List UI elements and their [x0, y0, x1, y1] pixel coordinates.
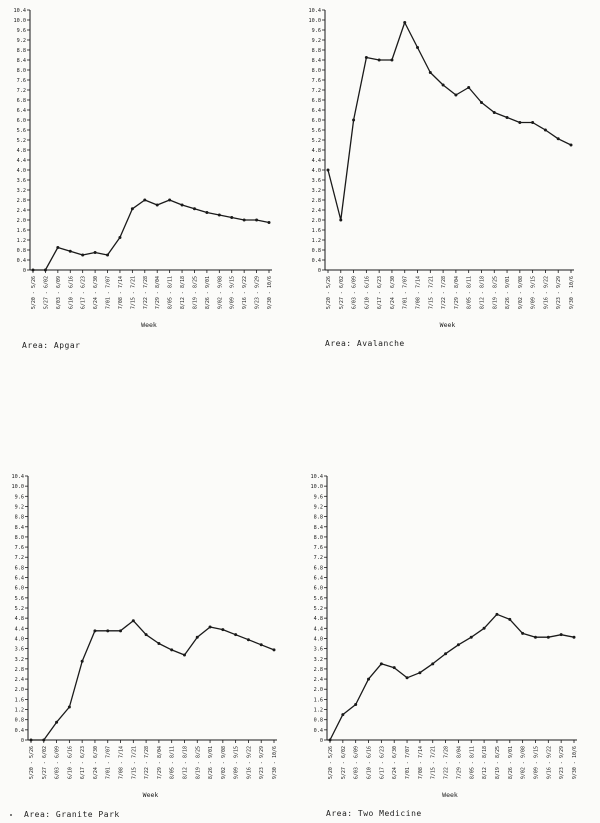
data-point: [341, 713, 344, 716]
x-tick-label: 6/17 - 6/23: [80, 276, 87, 310]
data-point: [106, 254, 109, 257]
x-tick-label: 7/22 - 7/28: [144, 746, 151, 780]
data-point: [230, 216, 233, 219]
y-tick-label: 5.6: [313, 595, 323, 602]
x-tick-label: 8/26 - 9/01: [208, 746, 215, 780]
y-tick-label: 8.0: [311, 68, 321, 74]
y-tick-label: 6.4: [311, 108, 321, 114]
x-tick-label: 5/27 - 6/02: [43, 276, 50, 310]
y-tick-label: 5.6: [311, 128, 321, 134]
y-tick-label: 5.2: [313, 606, 323, 612]
y-tick-label: 4.0: [313, 636, 323, 643]
data-point: [118, 236, 121, 239]
y-tick-label: 3.2: [313, 656, 323, 663]
y-tick-label: 4.8: [313, 616, 323, 623]
data-point: [403, 21, 406, 24]
y-tick-label: 9.6: [311, 28, 321, 34]
y-tick-label: 5.6: [14, 595, 24, 602]
x-tick-label: 8/05 - 8/11: [466, 276, 473, 310]
data-point: [406, 676, 409, 679]
y-tick-label: 2.4: [16, 208, 26, 214]
y-tick-label: 3.2: [16, 188, 26, 194]
data-point: [255, 219, 258, 222]
x-tick-label: 9/09 - 9/15: [229, 276, 236, 310]
data-point: [480, 101, 483, 104]
data-point: [168, 199, 171, 202]
data-point: [457, 643, 460, 646]
data-point: [234, 633, 237, 636]
x-tick-label: 9/16 - 9/22: [246, 746, 253, 780]
y-tick-label: 0: [20, 738, 24, 744]
y-tick-label: 2.8: [311, 198, 321, 204]
y-tick-label: 10.0: [308, 18, 321, 24]
y-tick-label: 8.0: [313, 534, 323, 541]
x-axis-title: Week: [439, 321, 456, 329]
data-point: [429, 71, 432, 74]
y-tick-label: 2.8: [16, 198, 26, 204]
data-point: [534, 636, 537, 639]
x-tick-label: 6/17 - 6/23: [80, 746, 87, 780]
data-point: [44, 269, 47, 272]
y-tick-label: 7.2: [311, 88, 321, 94]
y-tick-label: 8.4: [313, 524, 323, 531]
data-point: [508, 618, 511, 621]
chart-two-medicine: [300, 460, 600, 800]
y-tick-label: 0: [317, 268, 321, 274]
data-point: [352, 119, 355, 122]
y-tick-label: 2.0: [313, 687, 323, 694]
x-tick-label: 9/23 - 9/29: [259, 746, 266, 780]
data-point: [132, 619, 135, 622]
data-point: [32, 269, 35, 272]
y-tick-label: 6.8: [16, 98, 26, 104]
area-label-apgar: Area: Apgar: [22, 341, 81, 350]
data-point: [181, 204, 184, 207]
y-tick-label: 7.2: [14, 555, 24, 562]
y-tick-label: 6.0: [16, 118, 26, 124]
data-point: [106, 629, 109, 632]
data-point: [143, 199, 146, 202]
y-tick-label: 6.8: [313, 565, 323, 572]
x-tick-label: 8/05 - 8/11: [169, 746, 176, 780]
x-tick-label: 7/01 - 7/07: [402, 276, 409, 310]
data-point: [156, 204, 159, 207]
x-tick-label: 7/29 - 8/04: [453, 276, 460, 310]
x-tick-label: 7/01 - 7/07: [105, 276, 112, 310]
y-tick-label: 9.6: [313, 494, 323, 501]
data-point: [69, 250, 72, 253]
x-tick-label: 7/15 - 7/21: [428, 276, 435, 310]
y-tick-label: 7.6: [14, 545, 24, 552]
data-point: [431, 662, 434, 665]
y-tick-label: 4.8: [16, 148, 26, 154]
y-tick-label: 8.8: [311, 48, 321, 54]
x-tick-label: 7/22 - 7/28: [142, 276, 149, 310]
y-tick-label: 4.8: [311, 148, 321, 154]
y-tick-label: 5.2: [311, 138, 321, 144]
data-point: [131, 207, 134, 210]
data-point: [557, 137, 560, 140]
scan-speck: [10, 814, 12, 816]
data-point: [30, 739, 33, 742]
data-point: [329, 739, 332, 742]
y-tick-label: 4.0: [14, 636, 24, 643]
y-tick-label: 3.6: [313, 646, 323, 653]
y-tick-label: 4.4: [313, 626, 323, 633]
x-tick-label: 5/27 - 6/02: [338, 276, 345, 310]
data-point: [570, 144, 573, 147]
y-tick-label: 5.2: [14, 606, 24, 612]
data-point: [378, 59, 381, 62]
data-point: [354, 703, 357, 706]
y-tick-label: 8.4: [311, 58, 321, 64]
data-point: [157, 642, 160, 645]
y-tick-label: 7.6: [313, 545, 323, 552]
y-tick-label: 0: [22, 268, 26, 274]
x-tick-label: 9/02 - 9/08: [517, 276, 524, 310]
x-tick-label: 8/12 - 8/18: [180, 276, 187, 310]
area-label-avalanche: Area: Avalanche: [325, 339, 405, 348]
data-point: [268, 221, 271, 224]
x-tick-label: 8/26 - 9/01: [507, 746, 514, 780]
y-tick-label: 4.4: [311, 158, 321, 164]
x-tick-label: 7/22 - 7/28: [441, 276, 448, 310]
x-tick-label: 7/01 - 7/07: [405, 746, 412, 780]
x-tick-label: 6/10 - 6/16: [67, 746, 74, 780]
y-tick-label: 0: [319, 738, 323, 744]
y-tick-label: 6.8: [311, 98, 321, 104]
x-tick-label: 8/12 - 8/18: [182, 746, 189, 780]
y-tick-label: 10.4: [310, 474, 323, 480]
x-tick-label: 8/12 - 8/18: [482, 746, 489, 780]
data-point: [273, 648, 276, 651]
y-tick-label: 10.4: [11, 474, 24, 480]
y-tick-label: 10.4: [308, 8, 321, 14]
y-tick-label: 10.0: [310, 484, 323, 491]
data-point: [247, 638, 250, 641]
data-point: [380, 662, 383, 665]
data-point: [416, 46, 419, 49]
y-tick-label: 8.8: [313, 514, 323, 521]
y-tick-label: 8.0: [14, 534, 24, 541]
x-tick-label: 6/03 - 6/09: [55, 276, 62, 310]
x-tick-label: 6/03 - 6/09: [351, 276, 358, 310]
x-tick-label: 5/27 - 6/02: [340, 746, 347, 780]
data-point: [68, 706, 71, 709]
x-tick-label: 9/30 - 10/6: [572, 746, 578, 780]
x-tick-label: 8/26 - 9/01: [204, 276, 211, 310]
y-tick-label: 4.4: [16, 158, 26, 164]
y-tick-label: 10.4: [13, 8, 26, 14]
y-tick-label: 6.0: [311, 118, 321, 124]
data-point: [518, 121, 521, 124]
x-tick-label: 8/12 - 8/18: [479, 276, 486, 310]
data-point: [393, 666, 396, 669]
x-tick-label: 6/10 - 6/16: [364, 276, 371, 310]
chart-avalanche: [300, 0, 600, 340]
x-tick-label: 9/16 - 9/22: [546, 746, 553, 780]
data-point: [467, 86, 470, 89]
y-tick-label: 2.4: [14, 677, 24, 684]
chart-panel-granite-park: [0, 460, 300, 823]
y-tick-label: 3.6: [14, 646, 24, 653]
data-point: [218, 214, 221, 217]
x-tick-label: 9/30 - 10/6: [272, 746, 278, 780]
y-tick-label: 3.6: [16, 178, 26, 184]
y-tick-label: 2.0: [311, 218, 321, 224]
x-tick-label: 8/05 - 8/11: [167, 276, 174, 310]
x-tick-label: 9/09 - 9/15: [533, 746, 540, 780]
x-tick-label: 6/24 - 6/30: [93, 276, 100, 310]
series-line: [330, 614, 574, 740]
y-tick-label: 8.8: [14, 514, 24, 521]
data-point: [390, 59, 393, 62]
series-line: [33, 200, 269, 270]
x-tick-label: 7/08 - 7/14: [415, 276, 422, 310]
x-tick-label: 9/23 - 9/29: [556, 276, 563, 310]
x-tick-label: 7/15 - 7/21: [430, 746, 437, 780]
data-point: [531, 121, 534, 124]
y-tick-label: 6.0: [14, 585, 24, 592]
x-tick-label: 9/09 - 9/15: [530, 276, 537, 310]
data-point: [560, 633, 563, 636]
y-tick-label: 9.6: [14, 494, 24, 501]
x-tick-label: 7/01 - 7/07: [105, 746, 112, 780]
y-tick-label: 9.2: [16, 38, 26, 44]
y-tick-label: 1.6: [313, 697, 323, 704]
y-tick-label: 0.4: [16, 258, 26, 264]
y-tick-label: 6.4: [313, 575, 323, 582]
y-tick-label: 9.6: [16, 28, 26, 34]
area-label-granite-park: Area: Granite Park: [24, 810, 120, 819]
x-tick-label: 7/22 - 7/28: [443, 746, 450, 780]
y-tick-label: 7.6: [311, 78, 321, 84]
data-point: [365, 56, 368, 59]
x-tick-label: 8/19 - 8/25: [192, 276, 199, 310]
data-point: [94, 251, 97, 254]
y-tick-label: 10.0: [13, 18, 26, 24]
y-tick-label: 2.8: [14, 666, 24, 673]
x-tick-label: 9/23 - 9/29: [254, 276, 261, 310]
data-point: [145, 633, 148, 636]
y-tick-label: 3.6: [311, 178, 321, 184]
data-point: [81, 254, 84, 257]
data-point: [506, 116, 509, 119]
y-tick-label: 2.4: [313, 677, 323, 684]
x-tick-label: 6/17 - 6/23: [377, 276, 384, 310]
x-tick-label: 7/29 - 8/04: [456, 746, 463, 780]
y-tick-label: 0.4: [14, 727, 24, 734]
y-tick-label: 1.2: [311, 238, 321, 244]
data-point: [418, 671, 421, 674]
data-point: [442, 84, 445, 87]
data-point: [243, 219, 246, 222]
chart-panel-apgar: [0, 0, 300, 360]
data-point: [209, 626, 212, 629]
x-tick-label: 7/15 - 7/21: [131, 746, 138, 780]
y-tick-label: 6.4: [14, 575, 24, 582]
y-tick-label: 7.2: [16, 88, 26, 94]
x-tick-label: 6/24 - 6/30: [389, 276, 396, 310]
y-tick-label: 6.0: [313, 585, 323, 592]
x-tick-label: 8/19 - 8/25: [195, 746, 202, 780]
x-tick-label: 7/29 - 8/04: [156, 746, 163, 780]
data-point: [119, 629, 122, 632]
y-tick-label: 9.2: [14, 504, 24, 511]
y-tick-label: 1.2: [313, 707, 323, 714]
data-point: [183, 653, 186, 656]
y-tick-label: 5.6: [16, 128, 26, 134]
x-tick-label: 6/10 - 6/16: [366, 746, 373, 780]
x-axis-title: Week: [442, 791, 458, 799]
data-point: [260, 643, 263, 646]
x-tick-label: 6/24 - 6/30: [92, 746, 99, 780]
x-tick-label: 9/23 - 9/29: [559, 746, 566, 780]
x-tick-label: 9/30 - 10/6: [569, 276, 575, 310]
y-tick-label: 0.8: [313, 717, 323, 724]
x-tick-label: 6/24 - 6/30: [392, 746, 399, 780]
x-tick-label: 9/09 - 9/15: [233, 746, 240, 780]
y-tick-label: 8.4: [14, 524, 24, 531]
data-point: [495, 613, 498, 616]
y-tick-label: 9.2: [311, 38, 321, 44]
x-tick-label: 6/10 - 6/16: [68, 276, 75, 310]
y-tick-label: 8.0: [16, 68, 26, 74]
data-point: [339, 219, 342, 222]
x-tick-label: 7/29 - 8/04: [155, 276, 162, 310]
data-point: [547, 636, 550, 639]
x-tick-label: 9/16 - 9/22: [242, 276, 249, 310]
data-point: [193, 207, 196, 210]
x-axis-title: Week: [141, 321, 157, 329]
y-tick-label: 4.4: [14, 626, 24, 633]
x-tick-label: 8/05 - 8/11: [469, 746, 476, 780]
y-tick-label: 6.8: [14, 565, 24, 572]
chart-panel-avalanche: [300, 0, 600, 360]
x-tick-label: 5/20 - 5/26: [31, 276, 37, 310]
x-tick-label: 7/15 - 7/21: [130, 276, 137, 310]
x-tick-label: 9/30 - 10/6: [267, 276, 273, 310]
y-tick-label: 4.0: [311, 168, 321, 174]
data-point: [573, 636, 576, 639]
x-tick-label: 5/20 - 5/26: [326, 276, 332, 310]
y-tick-label: 1.2: [14, 707, 24, 714]
y-tick-label: 4.0: [16, 168, 26, 174]
y-tick-label: 9.2: [313, 504, 323, 511]
data-point: [454, 94, 457, 97]
x-tick-label: 9/16 - 9/22: [543, 276, 550, 310]
y-tick-label: 1.2: [16, 238, 26, 244]
data-point: [55, 721, 58, 724]
y-tick-label: 5.2: [16, 138, 26, 144]
y-tick-label: 1.6: [16, 228, 26, 234]
x-axis-title: Week: [142, 791, 159, 799]
data-point: [56, 246, 59, 249]
x-tick-label: 5/27 - 6/02: [41, 746, 48, 780]
x-tick-label: 5/20 - 5/26: [328, 746, 334, 780]
area-label-two-medicine: Area: Two Medicine: [326, 809, 422, 818]
x-tick-label: 6/17 - 6/23: [379, 746, 386, 780]
y-tick-label: 0.8: [311, 248, 321, 254]
y-tick-label: 2.0: [16, 218, 26, 224]
x-tick-label: 9/02 - 9/08: [220, 746, 227, 780]
y-tick-label: 0.8: [14, 717, 24, 724]
y-tick-label: 0.8: [16, 248, 26, 254]
y-tick-label: 8.8: [16, 48, 26, 54]
y-tick-label: 1.6: [311, 228, 321, 234]
x-tick-label: 7/08 - 7/14: [417, 746, 424, 780]
chart-panel-two-medicine: [300, 460, 600, 823]
y-tick-label: 0.4: [311, 258, 321, 264]
data-point: [81, 660, 84, 663]
y-tick-label: 0.4: [313, 727, 323, 734]
y-tick-label: 7.2: [313, 555, 323, 562]
x-tick-label: 9/02 - 9/08: [217, 276, 224, 310]
data-point: [470, 636, 473, 639]
y-tick-label: 6.4: [16, 108, 26, 114]
series-line: [328, 23, 571, 221]
y-tick-label: 4.8: [14, 616, 24, 623]
data-point: [221, 628, 224, 631]
y-tick-label: 10.0: [11, 484, 24, 491]
data-point: [544, 129, 547, 132]
data-point: [93, 629, 96, 632]
data-point: [327, 169, 330, 172]
data-point: [205, 211, 208, 214]
x-tick-label: 7/08 - 7/14: [117, 276, 124, 310]
y-tick-label: 8.4: [16, 58, 26, 64]
y-tick-label: 2.0: [14, 687, 24, 694]
data-point: [367, 678, 370, 681]
data-point: [170, 648, 173, 651]
x-tick-label: 8/19 - 8/25: [492, 276, 499, 310]
x-tick-label: 8/19 - 8/25: [494, 746, 501, 780]
x-tick-label: 6/03 - 6/09: [353, 746, 360, 780]
data-point: [521, 632, 524, 635]
x-tick-label: 8/26 - 9/01: [505, 276, 512, 310]
x-tick-label: 5/20 - 5/26: [29, 746, 35, 780]
y-tick-label: 7.6: [16, 78, 26, 84]
data-point: [493, 111, 496, 114]
y-tick-label: 1.6: [14, 697, 24, 704]
y-tick-label: 2.8: [313, 666, 323, 673]
chart-apgar: [0, 0, 300, 340]
y-tick-label: 2.4: [311, 208, 321, 214]
data-point: [42, 739, 45, 742]
data-point: [444, 652, 447, 655]
x-tick-label: 7/08 - 7/14: [118, 746, 125, 780]
y-tick-label: 3.2: [14, 656, 24, 663]
chart-granite-park: [0, 460, 300, 800]
x-tick-label: 6/03 - 6/09: [54, 746, 61, 780]
data-point: [483, 627, 486, 630]
y-tick-label: 3.2: [311, 188, 321, 194]
data-point: [196, 636, 199, 639]
series-line: [31, 621, 274, 740]
x-tick-label: 9/02 - 9/08: [520, 746, 527, 780]
